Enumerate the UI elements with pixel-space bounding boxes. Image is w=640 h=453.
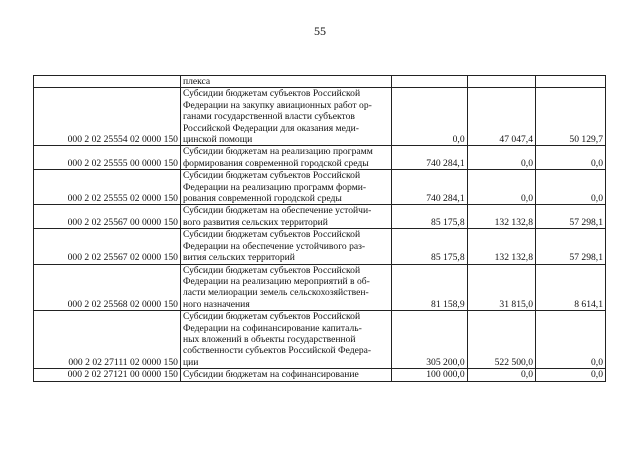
description-line: рования современной городской среды bbox=[182, 193, 342, 205]
table-row bbox=[34, 369, 606, 381]
description-line: ласти мелиорации земель сельскохозяйствен- bbox=[182, 287, 369, 299]
description-cell bbox=[180, 88, 391, 146]
description-line: вития сельских территорий bbox=[182, 252, 295, 264]
description-line: Федерации на софинансирование капиталь- bbox=[182, 322, 362, 334]
description-line: Субсидии бюджетам на софинансирование bbox=[182, 369, 359, 381]
amount-cell-year-1: 740 284,1 bbox=[391, 146, 467, 170]
table-row bbox=[34, 264, 606, 311]
description-cell bbox=[180, 264, 391, 311]
amount-cell-year-2: 522 500,0 bbox=[467, 311, 535, 369]
table-row bbox=[34, 311, 606, 369]
budget-code-cell: 000 2 02 25567 00 0000 150 bbox=[34, 205, 181, 229]
amount-cell-year-3: 0,0 bbox=[536, 311, 606, 369]
amount-cell-year-2 bbox=[467, 76, 535, 88]
amount-cell-year-2: 31 815,0 bbox=[467, 264, 535, 311]
amount-cell-year-2: 0,0 bbox=[467, 369, 535, 381]
description-line: Федерации на реализацию мероприятий в об- bbox=[182, 275, 370, 287]
description-cell bbox=[180, 146, 391, 170]
description-line: Федерации на закупку авиационных работ ор- bbox=[182, 99, 372, 111]
amount-cell-year-3 bbox=[536, 76, 606, 88]
amount-cell-year-3: 57 298,1 bbox=[536, 229, 606, 264]
amount-cell-year-1 bbox=[391, 76, 467, 88]
description-line: Субсидии бюджетам субъектов Российской bbox=[182, 170, 361, 182]
table-row bbox=[34, 88, 606, 146]
amount-cell-year-2: 132 132,8 bbox=[467, 229, 535, 264]
budget-code-cell: 000 2 02 25555 02 0000 150 bbox=[34, 170, 181, 205]
amount-cell-year-1: 81 158,9 bbox=[391, 264, 467, 311]
budget-code-cell bbox=[34, 76, 181, 88]
description-line: Субсидии бюджетам субъектов Российской bbox=[182, 311, 361, 323]
amount-cell-year-2: 132 132,8 bbox=[467, 205, 535, 229]
description-cell bbox=[180, 76, 391, 88]
budget-code-cell: 000 2 02 27111 02 0000 150 bbox=[34, 311, 181, 369]
table-row bbox=[34, 205, 606, 229]
budget-code-cell: 000 2 02 25567 02 0000 150 bbox=[34, 229, 181, 264]
description-cell bbox=[180, 170, 391, 205]
amount-cell-year-2: 47 047,4 bbox=[467, 88, 535, 146]
description-cell bbox=[180, 311, 391, 369]
description-line: ганами государственной власти субъектов bbox=[182, 111, 355, 123]
amount-cell-year-2: 0,0 bbox=[467, 146, 535, 170]
description-line: Субсидии бюджетам субъектов Российской bbox=[182, 229, 361, 241]
description-cell bbox=[180, 229, 391, 264]
amount-cell-year-3: 8 614,1 bbox=[536, 264, 606, 311]
description-cell bbox=[180, 369, 391, 381]
description-line: Субсидии бюджетам субъектов Российской bbox=[182, 88, 361, 100]
amount-cell-year-2: 0,0 bbox=[467, 170, 535, 205]
amount-cell-year-1: 100 000,0 bbox=[391, 369, 467, 381]
description-line: ных вложений в объекты государственной bbox=[182, 333, 356, 345]
table-row bbox=[34, 170, 606, 205]
description-line: цинской помощи bbox=[182, 134, 253, 146]
amount-cell-year-1: 740 284,1 bbox=[391, 170, 467, 205]
amount-cell-year-1: 0,0 bbox=[391, 88, 467, 146]
description-line: формирования современной городской среды bbox=[182, 157, 369, 169]
description-line: Федерации на обеспечение устойчивого раз- bbox=[182, 240, 366, 252]
budget-code-cell: 000 2 02 25568 02 0000 150 bbox=[34, 264, 181, 311]
description-line: вого развития сельских территорий bbox=[182, 216, 328, 228]
table-row bbox=[34, 229, 606, 264]
table-row bbox=[34, 76, 606, 88]
amount-cell-year-1: 305 200,0 bbox=[391, 311, 467, 369]
budget-table-body bbox=[34, 76, 606, 382]
budget-table bbox=[33, 75, 606, 382]
amount-cell-year-1: 85 175,8 bbox=[391, 205, 467, 229]
description-line: Субсидии бюджетам на обеспечение устойчи- bbox=[182, 205, 372, 217]
description-line: Субсидии бюджетам на реализацию программ bbox=[182, 146, 373, 158]
description-cell bbox=[180, 205, 391, 229]
amount-cell-year-1: 85 175,8 bbox=[391, 229, 467, 264]
table-row bbox=[34, 146, 606, 170]
budget-code-cell: 000 2 02 25554 02 0000 150 bbox=[34, 88, 181, 146]
description-line: Субсидии бюджетам субъектов Российской bbox=[182, 264, 361, 276]
description-line: ции bbox=[182, 356, 199, 368]
description-line: собственности субъектов Российской Федера- bbox=[182, 345, 372, 357]
amount-cell-year-3: 0,0 bbox=[536, 146, 606, 170]
budget-code-cell: 000 2 02 25555 00 0000 150 bbox=[34, 146, 181, 170]
description-line: Федерации на реализацию программ форми- bbox=[182, 181, 367, 193]
description-line: плекса bbox=[182, 76, 211, 87]
amount-cell-year-3: 50 129,7 bbox=[536, 88, 606, 146]
amount-cell-year-3: 0,0 bbox=[536, 170, 606, 205]
description-line: Российской Федерации для оказания меди- bbox=[182, 122, 359, 134]
description-line: ного назначения bbox=[182, 298, 250, 310]
amount-cell-year-3: 57 298,1 bbox=[536, 205, 606, 229]
page-number: 55 bbox=[314, 24, 326, 38]
budget-code-cell: 000 2 02 27121 00 0000 150 bbox=[34, 369, 181, 381]
amount-cell-year-3: 0,0 bbox=[536, 369, 606, 381]
